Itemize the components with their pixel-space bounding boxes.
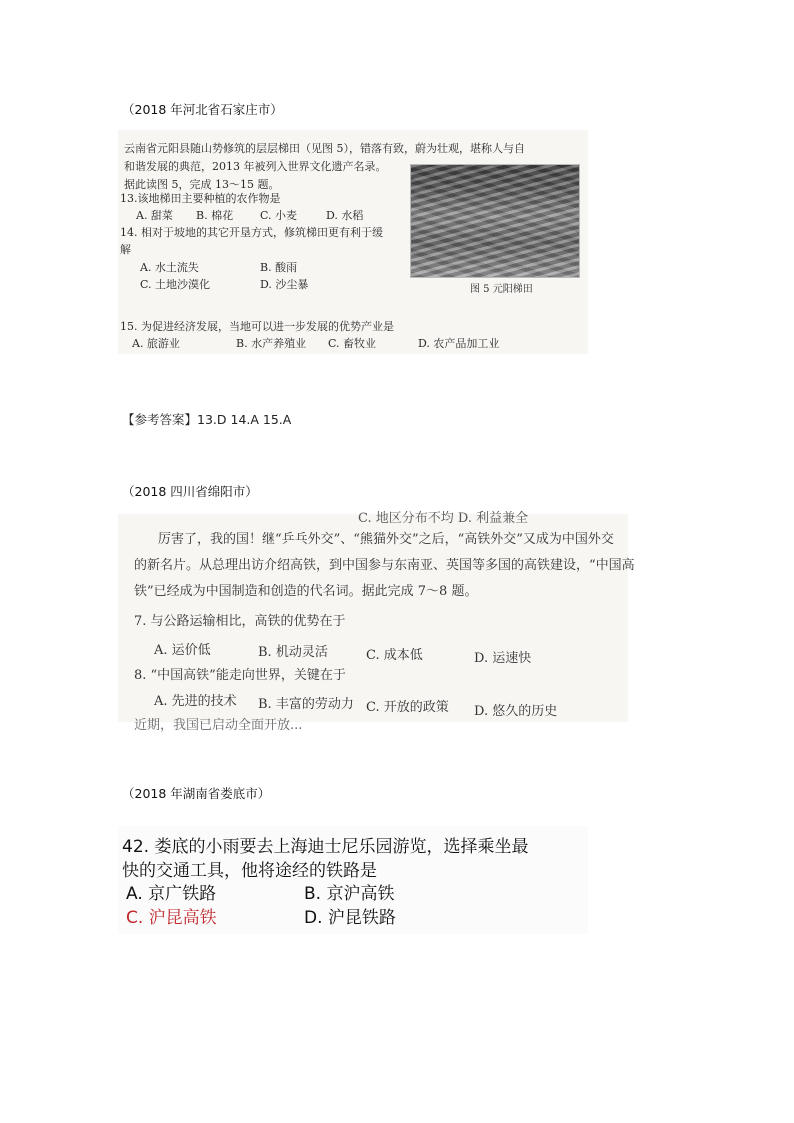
- q7-option-a: A. 运价低: [154, 643, 211, 658]
- q42-stem-line: 快的交通工具，他将途经的铁路是: [122, 861, 377, 881]
- q42-option-c-correct: C. 沪昆高铁: [126, 908, 217, 928]
- question-scan-mianyang: [118, 511, 635, 733]
- answer-values: 13.D 14.A 15.A: [197, 412, 292, 427]
- answer-label: 【参考答案】: [122, 412, 198, 427]
- terrace-field-photo: [410, 164, 580, 278]
- question-scan-loudi: [118, 826, 588, 934]
- source-label-mianyang: （2018 四川省绵阳市）: [122, 484, 258, 499]
- q14-option-a: A. 水土流失: [140, 261, 199, 274]
- q14-stem-line: 解: [120, 243, 131, 256]
- q8-option-b: B. 丰富的劳动力: [258, 697, 354, 712]
- q13-stem: 13.该地梯田主要种植的农作物是: [120, 192, 281, 205]
- q7-stem: 7. 与公路运输相比，高铁的优势在于: [134, 614, 346, 629]
- q7-option-d: D. 运速快: [474, 651, 532, 666]
- q15-stem: 15. 为促进经济发展，当地可以进一步发展的优势产业是: [120, 320, 394, 333]
- q7-option-c: C. 成本低: [366, 648, 423, 663]
- q13-option-c: C. 小麦: [260, 209, 298, 222]
- source-label-loudi: （2018 年湖南省娄底市）: [122, 786, 271, 801]
- q15-option-c: C. 畜牧业: [328, 337, 377, 350]
- q14-option-c: C. 土地沙漠化: [140, 278, 211, 291]
- q13-option-d: D. 水稻: [326, 209, 364, 222]
- q8-option-d: D. 悠久的历史: [474, 704, 558, 719]
- cut-off-line-bottom: 近期，我国已启动全面开放...: [134, 718, 303, 733]
- cut-off-line-top: C. 地区分布不均 D. 利益兼全: [358, 511, 529, 526]
- q8-option-c: C. 开放的政策: [366, 700, 449, 715]
- intro-line: 的新名片。从总理出访介绍高铁，到中国参与东南亚、英国等多国的高铁建设，“中国高: [134, 558, 635, 573]
- q8-option-a: A. 先进的技术: [154, 694, 237, 709]
- figure-caption: 图 5 元阳梯田: [470, 284, 533, 295]
- question-scan-shijiazhuang: [118, 130, 588, 354]
- intro-line: 和谐发展的典范，2013 年被列入世界文化遗产名录。: [124, 160, 387, 173]
- intro-line: 云南省元阳县随山势修筑的层层梯田（见图 5），错落有致，蔚为壮观，堪称人与自: [124, 142, 525, 155]
- q13-option-a: A. 甜菜: [136, 209, 173, 222]
- q15-option-b: B. 水产养殖业: [236, 337, 307, 350]
- source-label-shijiazhuang: （2018 年河北省石家庄市）: [122, 102, 283, 117]
- q14-stem-line: 14. 相对于坡地的其它开垦方式，修筑梯田更有利于缓: [120, 226, 383, 239]
- intro-line: 厉害了，我的国！继“乒乓外交”、“熊猫外交”之后，“高铁外交”又成为中国外交: [158, 532, 614, 547]
- q15-option-d: D. 农产品加工业: [418, 337, 500, 350]
- q42-option-d: D. 沪昆铁路: [304, 908, 396, 928]
- intro-line: 据此读图 5，完成 13～15 题。: [124, 178, 280, 191]
- intro-line: 铁”已经成为中国制造和创造的代名词。据此完成 7～8 题。: [134, 584, 478, 599]
- q13-option-b: B. 棉花: [196, 209, 234, 222]
- q14-option-b: B. 酸雨: [260, 261, 298, 274]
- q8-stem: 8. “中国高铁”能走向世界，关键在于: [134, 668, 346, 683]
- q15-option-a: A. 旅游业: [132, 337, 180, 350]
- q42-option-a: A. 京广铁路: [126, 884, 217, 904]
- answer-key: [122, 410, 291, 428]
- q42-option-b: B. 京沪高铁: [304, 884, 395, 904]
- q7-option-b: B. 机动灵活: [258, 645, 328, 660]
- q42-stem-line: 42. 娄底的小雨要去上海迪士尼乐园游览，选择乘坐最: [122, 837, 529, 857]
- q14-option-d: D. 沙尘暴: [260, 278, 309, 291]
